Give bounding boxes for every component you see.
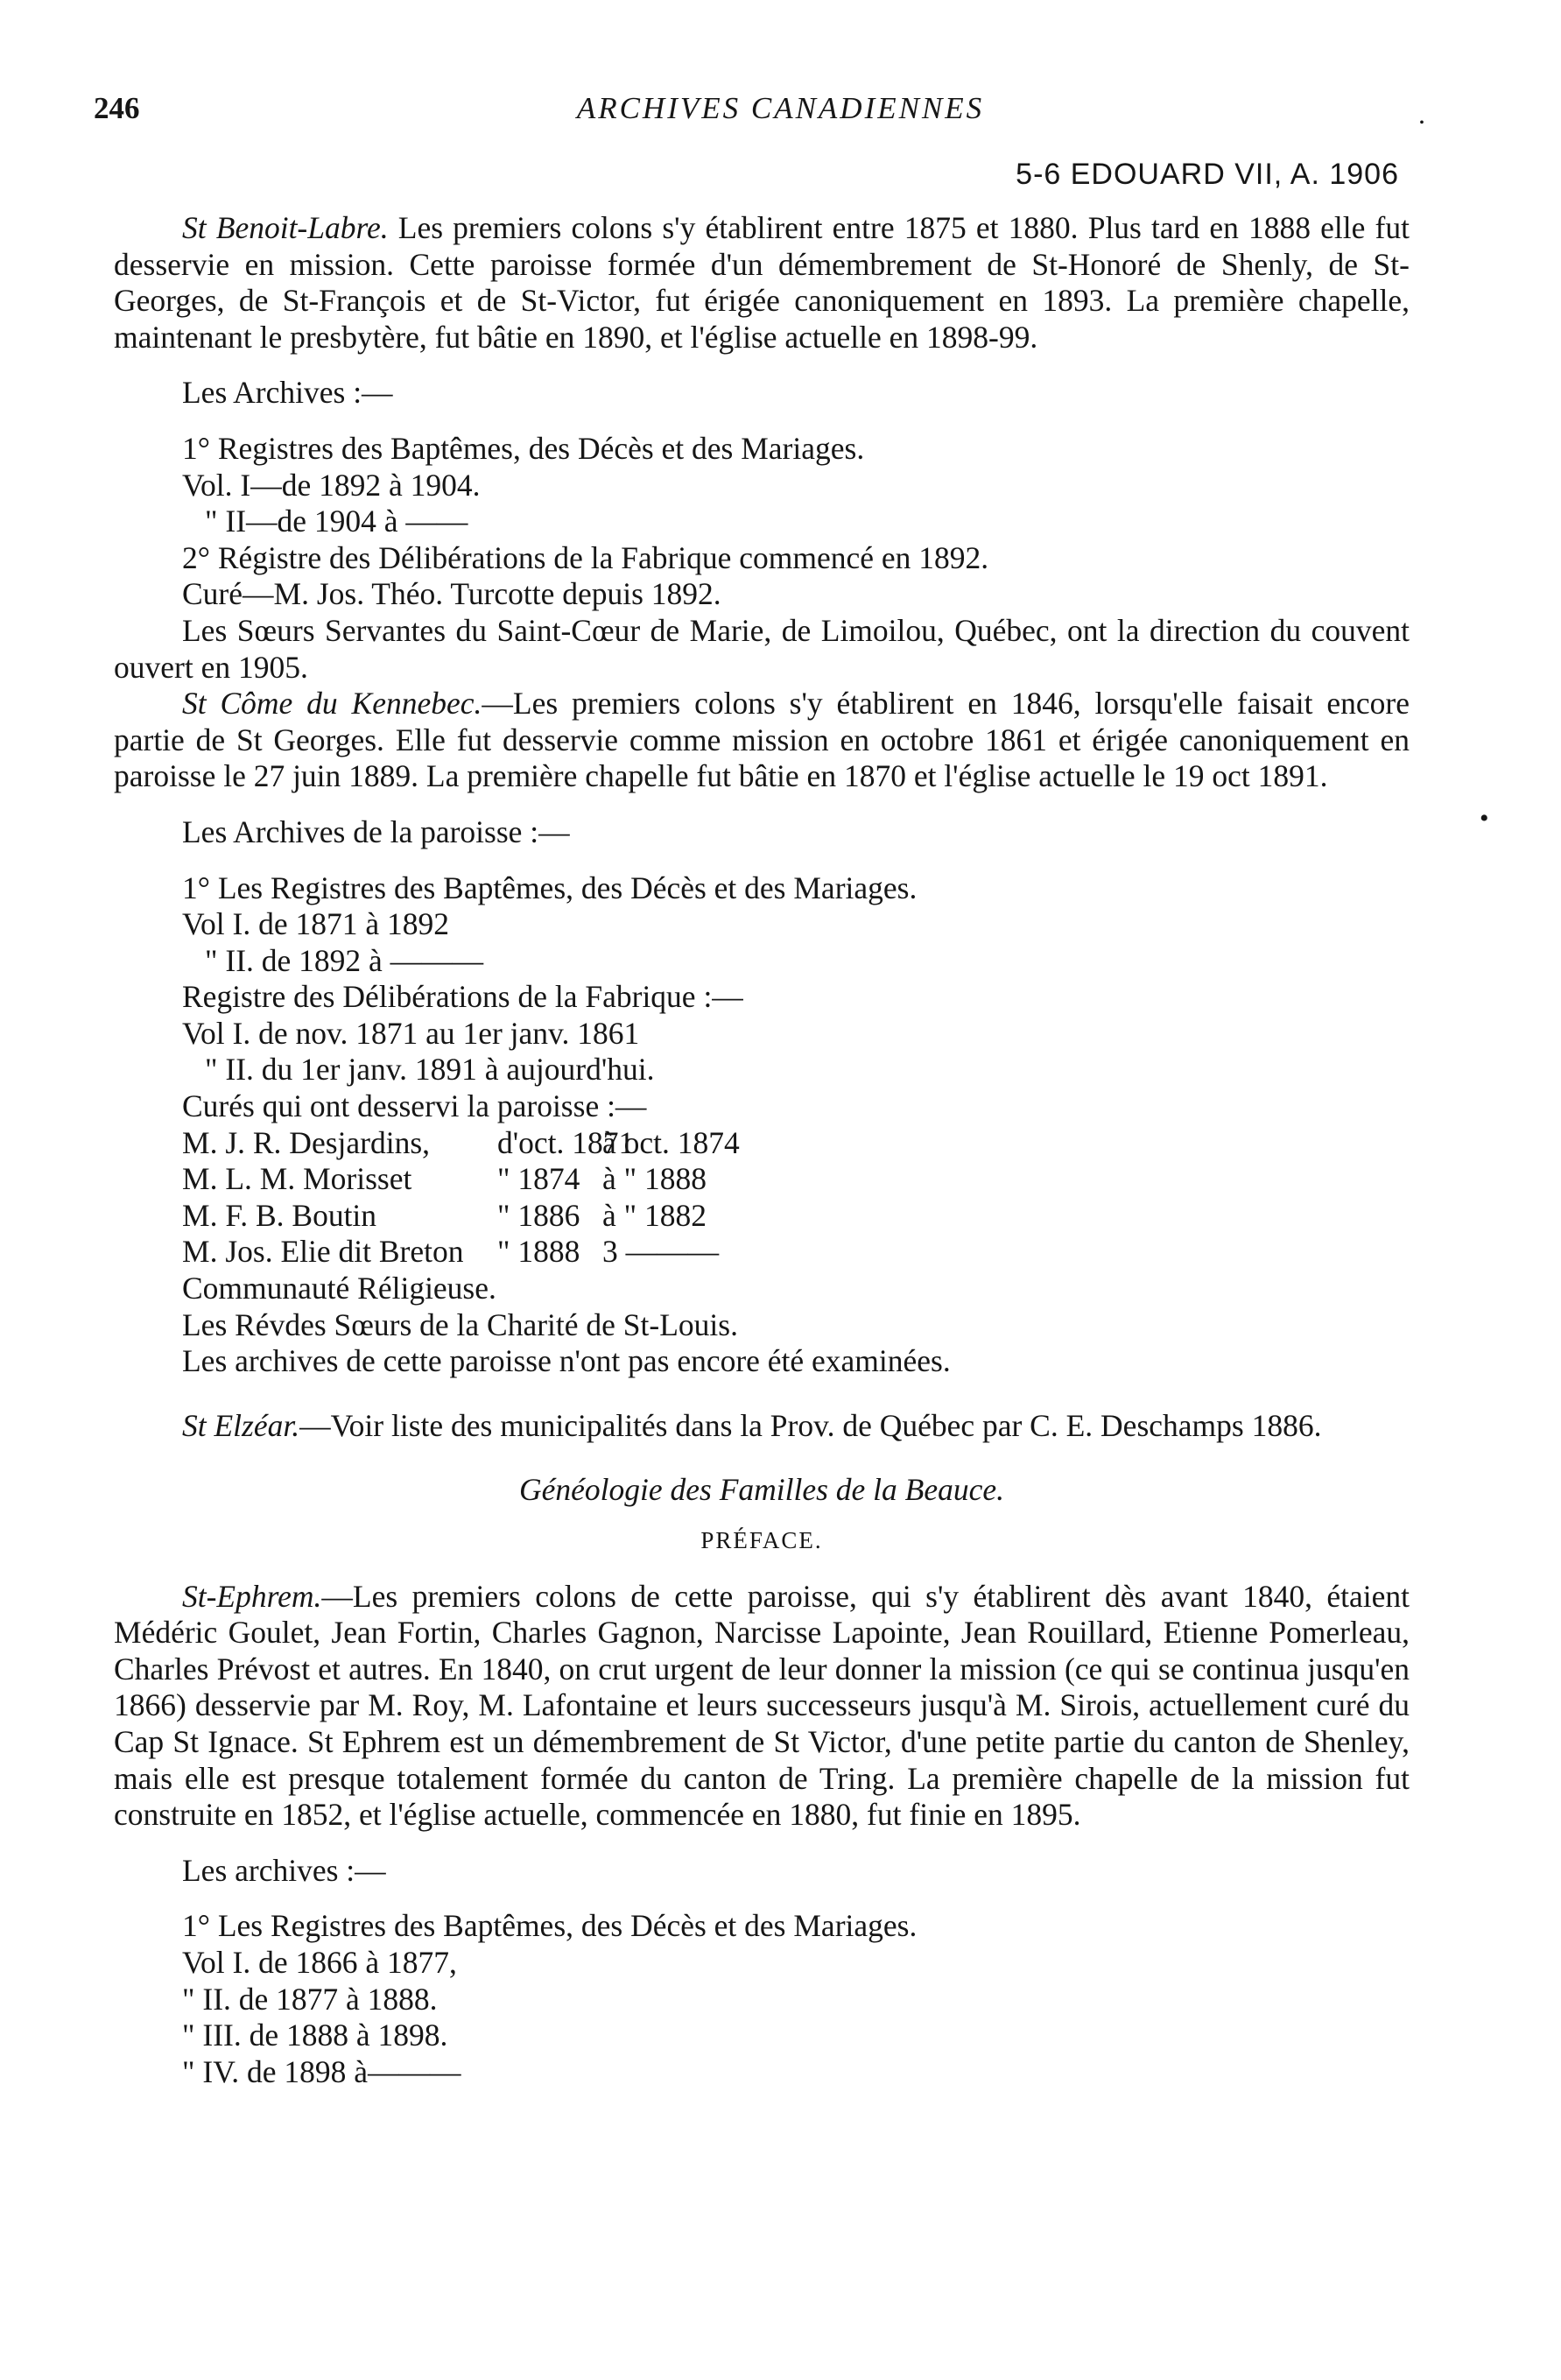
come-line-7: Curés qui ont desservi la paroisse :— (182, 1088, 647, 1124)
come-line-6: " II. du 1er janv. 1891 à aujourd'hui. (205, 1052, 655, 1088)
come-line-5: Vol I. de nov. 1871 au 1er janv. 1861 (182, 1015, 640, 1051)
page-number: 246 (94, 91, 140, 125)
cure-row (114, 1234, 1410, 1271)
benoit-line-4: 2° Régistre des Délibérations de la Fabrique commencé en 1892. (182, 539, 989, 575)
cure-to: 3 ——— (602, 1234, 720, 1270)
ephrem-line-2: Vol I. de 1866 à 1877, (182, 1944, 457, 1980)
come-line-4: Registre des Délibérations de la Fabrique :— (182, 979, 743, 1015)
come-line-2: Vol I. de 1871 à 1892 (182, 906, 450, 942)
running-title: ARCHIVES CANADIENNES (576, 91, 985, 125)
ephrem-paragraph (114, 1579, 1410, 1834)
come-line-1: 1° Les Registres des Baptêmes, des Décès et des Mariages. (182, 870, 918, 905)
cure-name: M. Jos. Elie dit Breton (182, 1234, 464, 1270)
benoit-line-6: Les Sœurs Servantes du Saint-Cœur de Marie, de Limoilou, Québec, ont la direction du couvent ouvert en 1905. (114, 612, 1410, 685)
come-line-9: Les Révdes Sœurs de la Charité de St-Louis. (182, 1306, 738, 1342)
cure-row (114, 1125, 1410, 1162)
come-text: —Les premiers colons s'y établirent en 1846, lorsqu'elle faisait encore partie de St Georges. Elle fut desservie comme mission en octobre 1861 et érigée canoniquement en paroisse le 27 juin 1889. La première chapelle fut bâtie en 1870 et l'église actuelle le 19 oct 1891. (114, 686, 1410, 794)
come-line-10: Les archives de cette paroisse n'ont pas encore été examinées. (182, 1343, 951, 1379)
benoit-paragraph (114, 210, 1410, 356)
elzear-paragraph (114, 1408, 1410, 1445)
ephrem-line-3: " II. de 1877 à 1888. (182, 1981, 438, 2017)
ephrem-name: St-Ephrem. (182, 1578, 322, 1614)
ephrem-line-4: " III. de 1888 à 1898. (182, 2017, 448, 2053)
cure-row (114, 1198, 1410, 1235)
come-paragraph (114, 686, 1410, 795)
benoit-line-3: " II—de 1904 à —— (205, 503, 468, 539)
cure-from: " 1886 (497, 1197, 580, 1233)
cure-name: M. F. B. Boutin (182, 1197, 377, 1233)
page-body (114, 210, 1410, 2090)
cure-row (114, 1161, 1410, 1198)
come-line-8: Communauté Réligieuse. (182, 1271, 496, 1306)
ephrem-text: —Les premiers colons de cette paroisse, qui s'y établirent dès avant 1840, étaient Médéric Goulet, Jean Fortin, Charles Gagnon, Narcisse Lapointe, Jean Rouillard, Etienne Pomerleau, Charles Prévost et autres. En 1840, on crut urgent de leur donner la mission (ce qui se continua jusqu'en 1866) desservie par M. Roy, M. Lafontaine et leurs successeurs jusqu'à M. Sirois, actuellement curé du Cap St Ignace. St Ephrem est un démembrement de St Victor, d'une petite partie du canton de Shenley, mais elle est presque totalement formée du canton de Tring. La première chapelle de la mission fut construite en 1852, et l'église actuelle, commencée en 1880, fut finie en 1895. (114, 1578, 1410, 1833)
elzear-text: —Voir liste des municipalités dans la Prov. de Québec par C. E. Deschamps 1886. (299, 1407, 1322, 1443)
benoit-line-2: Vol. I—de 1892 à 1904. (182, 467, 481, 503)
cure-from: " 1888 (497, 1234, 580, 1270)
edition-line: 5-6 EDOUARD VII, A. 1906 (1016, 158, 1399, 191)
cure-to: à " 1882 (602, 1197, 707, 1233)
come-name: St Côme du Kennebec. (182, 686, 482, 722)
come-line-3: " II. de 1892 à ——— (205, 942, 484, 978)
cure-name: M. J. R. Desjardins, (182, 1124, 431, 1160)
benoit-line-1: 1° Registres des Baptêmes, des Décès et des Mariages. (182, 430, 865, 466)
elzear-name: St Elzéar. (182, 1407, 300, 1443)
cure-from: d'oct. 1871 (497, 1124, 635, 1160)
benoit-name: St Benoit-Labre. (182, 210, 389, 245)
genealogy-title: Généologie des Familles de la Beauce. (518, 1472, 1004, 1508)
ephrem-archives-heading: Les archives :— (182, 1852, 386, 1888)
preface-heading: PRÉFACE. (700, 1527, 823, 1553)
cure-name: M. L. M. Morisset (182, 1161, 412, 1197)
margin-mark: • (1480, 804, 1489, 833)
ephrem-line-1: 1° Les Registres des Baptêmes, des Décès et des Mariages. (182, 1908, 918, 1944)
cure-to: à " 1888 (602, 1161, 707, 1197)
cure-to: à oct. 1874 (602, 1124, 740, 1160)
benoit-line-5: Curé—M. Jos. Théo. Turcotte depuis 1892. (182, 576, 721, 612)
benoit-text: Les premiers colons s'y établirent entre 1875 et 1880. Plus tard en 1888 elle fut desservie en mission. Cette paroisse formée d'un démembrement de St-Honoré de Shenly, de St-Georges, de St-François et de St-Victor, fut érigée canoniquement en 1893. La première chapelle, maintenant le presbytère, fut bâtie en 1890, et l'église actuelle en 1898-99. (114, 210, 1410, 355)
header-dot: . (1418, 98, 1425, 130)
come-archives-heading: Les Archives de la paroisse :— (182, 813, 570, 849)
benoit-archives-heading: Les Archives :— (182, 375, 393, 411)
ephrem-line-5: " IV. de 1898 à——— (182, 2053, 461, 2089)
cure-from: " 1874 (497, 1161, 580, 1197)
